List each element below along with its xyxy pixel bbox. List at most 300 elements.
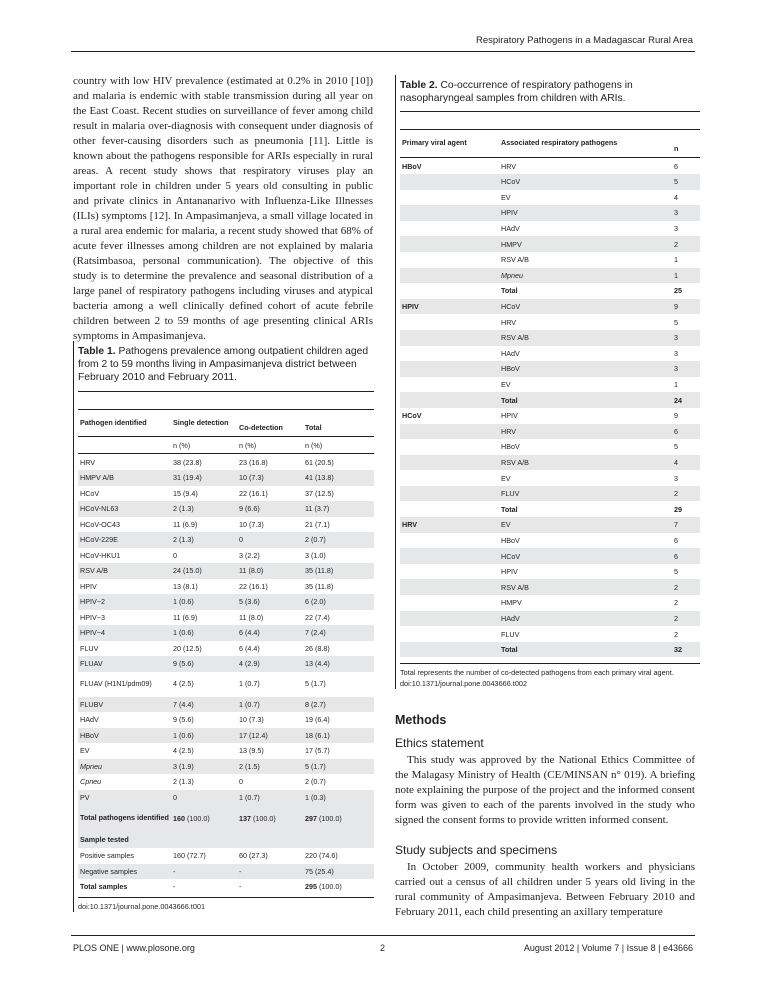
t1-total-single-pct: (100.0) — [187, 813, 210, 823]
t1-value-cell: 6 (4.4) — [237, 625, 303, 641]
t1-data-row — [78, 625, 374, 641]
t2-agent-cell — [400, 501, 499, 517]
t2-header-associated: Associated respiratory pathogens — [501, 138, 618, 148]
t1-value-cell: 0 — [171, 790, 237, 806]
t2-agent-cell — [400, 361, 499, 377]
t2-agent-cell — [400, 190, 499, 206]
table-2-doi: doi:10.1371/journal.pone.0043666.t002 — [400, 678, 527, 688]
t2-agent-cell — [400, 314, 499, 330]
t1-value-cell: 23 (16.8) — [239, 457, 268, 467]
t1-value-cell: 13 (8.1) — [173, 581, 198, 591]
t1-value-cell: 22 (7.4) — [305, 612, 330, 622]
t1-pathogen-cell: HCoV-NL63 — [78, 501, 171, 517]
t1-value-cell: 35 (11.8) — [303, 563, 374, 579]
t2-data-row — [400, 190, 700, 206]
t1-value-cell: 5 (1.7) — [303, 759, 374, 775]
t2-pathogen-cell: HBoV — [501, 442, 520, 452]
methods-heading: Methods — [395, 713, 447, 727]
t1-value-cell: 17 (12.4) — [237, 728, 303, 744]
t1-unit-2: n (%) — [239, 440, 257, 450]
t1-negative-co: - — [237, 864, 303, 880]
t2-data-row — [400, 548, 700, 564]
t2-data-row — [400, 564, 700, 580]
t2-data-row — [400, 470, 700, 486]
t2-agent-cell — [400, 595, 499, 611]
t2-agent-cell — [400, 439, 499, 455]
t1-total-single — [171, 805, 237, 831]
t2-data-row — [400, 221, 700, 237]
t1-value-cell: 11 (8.0) — [239, 612, 264, 622]
t2-pathogen-cell: RSV A/B — [499, 455, 672, 471]
t1-data-row — [78, 790, 374, 806]
t1-value-cell: 10 (7.3) — [239, 519, 264, 529]
t1-value-cell: 6 (4.4) — [239, 643, 260, 653]
t2-count-cell: 3 — [674, 348, 678, 358]
t1-total-samples-single: - — [173, 882, 176, 892]
table-1-doi: doi:10.1371/journal.pone.0043666.t001 — [78, 901, 205, 911]
footer-issue: August 2012 | Volume 7 | Issue 8 | e43666 — [523, 943, 693, 953]
t2-pathogen-cell: HRV — [499, 424, 672, 440]
t2-total-value: 29 — [674, 504, 682, 514]
t1-pathogen-cell: Cpneu — [80, 777, 102, 787]
t2-data-row — [400, 486, 700, 502]
subjects-heading: Study subjects and specimens — [395, 843, 558, 857]
t1-value-cell: 2 (1.3) — [171, 532, 237, 548]
t2-data-row — [400, 236, 700, 252]
t1-pathogen-cell: EV — [80, 746, 90, 756]
t1-pathogen-cell: HCoV — [80, 488, 100, 498]
t1-pathogen-cell: RSV A/B — [78, 563, 171, 579]
t1-value-cell: 19 (6.4) — [305, 715, 330, 725]
t1-value-cell: 20 (12.5) — [173, 643, 202, 653]
t2-total-row — [400, 501, 700, 517]
table-2-caption-text: Co-occurrence of respiratory pathogens in nasopharyngeal samples from children with ARIs. — [400, 80, 633, 105]
table-1-caption — [78, 345, 374, 385]
t1-sample-tested-label: Sample tested — [78, 831, 374, 848]
t2-count-cell: 3 — [672, 330, 700, 346]
t2-total-value: 32 — [672, 642, 700, 658]
t2-data-row — [400, 595, 700, 611]
t1-value-cell: 7 (2.4) — [303, 625, 374, 641]
t2-total-row — [400, 283, 700, 299]
t1-value-cell: 2 (1.3) — [171, 501, 237, 517]
t2-agent-cell — [400, 392, 499, 408]
footer-rule — [71, 935, 695, 936]
t2-header-n: n — [674, 143, 679, 153]
t1-total-single-n: 160 — [173, 813, 185, 823]
t1-data-row — [78, 455, 374, 471]
t2-count-cell: 4 — [674, 192, 678, 202]
t1-value-cell: 4 (2.9) — [237, 656, 303, 672]
t1-total-samples-co: - — [239, 882, 242, 892]
t2-data-row — [400, 299, 700, 315]
t2-pathogen-cell: RSV A/B — [499, 579, 672, 595]
t1-value-cell: 1 (0.7) — [237, 790, 303, 806]
t2-total-label: Total — [499, 392, 672, 408]
t2-pathogen-cell: HAdV — [501, 224, 520, 234]
t1-value-cell: 35 (11.8) — [305, 581, 334, 591]
t1-value-cell: 3 (1.0) — [305, 550, 326, 560]
t1-data-row — [78, 579, 374, 595]
t2-data-row — [400, 377, 700, 393]
t1-total-samples-pct: (100.0) — [319, 882, 342, 892]
t1-value-cell: 10 (7.3) — [239, 715, 264, 725]
t1-unit-3: n (%) — [305, 440, 323, 450]
t2-agent-cell — [400, 548, 499, 564]
t2-agent-cell — [400, 626, 499, 642]
t2-pathogen-cell: EV — [501, 473, 511, 483]
t2-data-row — [400, 330, 700, 346]
t2-data-row — [400, 424, 700, 440]
t2-count-cell: 6 — [672, 548, 700, 564]
t2-pathogen-cell: HRV — [501, 161, 517, 171]
t1-pathogen-cell: HPIV−2 — [78, 594, 171, 610]
t1-data-row — [78, 641, 374, 657]
t1-total-samples-n: 295 — [305, 882, 317, 892]
t2-count-cell: 1 — [674, 380, 678, 390]
t1-pathogen-cell: FLUAV (H1N1/pdm09) — [80, 679, 152, 689]
t1-pathogen-cell: HCoV-229E — [78, 532, 171, 548]
t2-agent-cell — [400, 564, 499, 580]
t2-agent-cell — [400, 533, 499, 549]
t1-value-cell: 37 (12.5) — [305, 488, 334, 498]
t1-data-row — [78, 743, 374, 759]
t2-agent-cell: HBoV — [402, 161, 422, 171]
t2-agent-cell — [400, 579, 499, 595]
t1-sample-row — [78, 864, 374, 880]
t1-pathogen-cell: FLUV — [80, 643, 99, 653]
t2-count-cell: 6 — [672, 424, 700, 440]
t2-pathogen-cell: EV — [499, 517, 672, 533]
t1-data-row — [78, 548, 374, 564]
t1-data-row — [78, 774, 374, 790]
t2-pathogen-cell: HMPV — [499, 236, 672, 252]
t2-data-row — [400, 533, 700, 549]
t1-data-row — [78, 656, 374, 672]
t1-value-cell: 1 (0.6) — [171, 625, 237, 641]
t1-value-cell: 10 (7.3) — [237, 470, 303, 486]
t2-total-label: Total — [501, 286, 518, 296]
t1-value-cell: 21 (7.1) — [305, 519, 330, 529]
t2-count-cell: 6 — [674, 161, 678, 171]
t2-data-row — [400, 252, 700, 268]
t2-count-cell: 3 — [672, 205, 700, 221]
t1-data-row — [78, 470, 374, 486]
t2-agent-cell — [400, 283, 499, 299]
t1-value-cell: 18 (6.1) — [303, 728, 374, 744]
t1-value-cell: 24 (15.0) — [171, 563, 237, 579]
t2-total-value: 25 — [674, 286, 682, 296]
t1-total-pathogens-row — [78, 805, 374, 831]
t2-count-cell: 5 — [674, 442, 678, 452]
t1-value-cell: 22 (16.1) — [239, 488, 268, 498]
t1-value-cell: 4 (2.5) — [173, 679, 194, 689]
t1-value-cell: 61 (20.5) — [305, 457, 334, 467]
t2-agent-cell: HCoV — [402, 411, 422, 421]
header-rule — [71, 51, 695, 52]
t1-value-cell: 13 (4.4) — [303, 656, 374, 672]
t2-count-cell: 5 — [672, 174, 700, 190]
t1-value-cell: 11 (3.7) — [303, 501, 374, 517]
t2-pathogen-cell: HBoV — [499, 361, 672, 377]
t1-positive-label: Positive samples — [80, 851, 134, 861]
t1-value-cell: 8 (2.7) — [303, 697, 374, 713]
t2-agent-cell — [400, 455, 499, 471]
t2-pathogen-cell: HPIV — [501, 411, 518, 421]
t2-pathogen-cell: EV — [501, 380, 511, 390]
t1-positive-co: 60 (27.3) — [239, 851, 268, 861]
table-2 — [395, 75, 700, 689]
t2-count-cell: 2 — [674, 598, 678, 608]
t1-value-cell: 5 (1.7) — [305, 679, 326, 689]
t1-value-cell: 11 (8.0) — [237, 563, 303, 579]
t1-pathogen-cell: FLUBV — [78, 697, 171, 713]
t2-pathogen-cell: EV — [501, 192, 511, 202]
t2-agent-cell — [400, 205, 499, 221]
t2-pathogen-cell: HBoV — [501, 535, 520, 545]
t1-header-single: Single detection — [173, 417, 229, 427]
t1-value-cell: 13 (9.5) — [239, 746, 264, 756]
t2-data-row — [400, 174, 700, 190]
t1-total-co-pct: (100.0) — [253, 813, 276, 823]
t2-count-cell: 3 — [672, 361, 700, 377]
t1-negative-single: - — [171, 864, 237, 880]
t1-value-cell: 17 (5.7) — [305, 746, 330, 756]
t1-data-row — [78, 501, 374, 517]
t1-unit-1: n (%) — [173, 440, 191, 450]
t2-header-agent: Primary viral agent — [402, 138, 467, 148]
t1-pathogen-cell: HAdV — [80, 715, 99, 725]
t1-total-co — [237, 805, 303, 831]
t2-total-row — [400, 392, 700, 408]
t2-total-value: 24 — [672, 392, 700, 408]
t2-data-row — [400, 517, 700, 533]
t1-data-row — [78, 697, 374, 713]
t2-pathogen-cell: RSV A/B — [501, 255, 529, 265]
t1-value-cell: 4 (2.5) — [173, 746, 194, 756]
t1-header-total: Total — [305, 423, 322, 433]
t1-pathogen-cell: HPIV−3 — [80, 612, 105, 622]
t1-negative-total: 75 (25.4) — [303, 864, 374, 880]
t2-total-label: Total — [499, 642, 672, 658]
t1-data-row — [78, 672, 374, 697]
t1-total-total-pct: (100.0) — [319, 813, 342, 823]
t1-total-co-n: 137 — [239, 813, 251, 823]
t1-unit-0 — [78, 438, 171, 453]
t1-value-cell: 6 (2.0) — [303, 594, 374, 610]
t1-positive-total: 220 (74.6) — [305, 851, 338, 861]
ethics-paragraph: This study was approved by the National Ethics Committee of the Malagasy Ministry of Health (CE/MINSAN n° 019). A briefing note explaining the purpose of the project and the informed consent form was given to each of the parents involved in the study who signed the consent forms to provide written informed consent. — [395, 754, 695, 826]
t2-data-row — [400, 579, 700, 595]
t1-positive-single: 160 (72.7) — [173, 851, 206, 861]
t1-value-cell: 1 (0.6) — [171, 728, 237, 744]
t1-value-cell: 41 (13.8) — [303, 470, 374, 486]
t1-value-cell: 2 (1.3) — [173, 777, 194, 787]
t2-agent-cell — [400, 611, 499, 627]
t2-pathogen-cell: RSV A/B — [499, 330, 672, 346]
t2-count-cell: 5 — [674, 567, 678, 577]
t2-agent-cell: HPIV — [400, 299, 499, 315]
t2-pathogen-cell: HCoV — [499, 299, 672, 315]
t1-sample-tested-row — [78, 831, 374, 848]
t1-header-co: Co-detection — [239, 423, 283, 433]
t1-pathogen-cell: HPIV — [80, 581, 97, 591]
t2-agent-cell — [400, 236, 499, 252]
t2-count-cell: 6 — [674, 535, 678, 545]
t1-value-cell: 2 (0.7) — [305, 777, 326, 787]
footer-page-number: 2 — [380, 943, 386, 953]
t2-pathogen-cell: FLUV — [499, 486, 672, 502]
intro-paragraph: country with low HIV prevalence (estimated at 0.2% in 2010 [10]) and malaria is endemic with stable transmission during all year on the East Coast. Recent studies on surveillance of fever among child result in malaria over-diagnosis with consequent under diagnosis of other fever-causing disorders such as pneumonia [11]. Little is known about the pathogens responsible for ARIs especially in rural areas. A recent study shows that respiratory viruses play an important role in children under 5 years old consulting in public and private clinics in Antananarivo with Influenza-Like Illnesses (ILIs) symptoms [12]. In Ampasimanjeva, a small village located in a rural area endemic for malaria, a recent study showed that 68% of acute fever illnesses among children are not explained by malaria (Ratsimbasoa, personal communication). The objective of this study is to determine the prevalence and seasonal distribution of a large panel of respiratory pathogens including viruses and atypical bacteria among a well clinically defined cohort of acute febrile children between 2 to 59 months of age presenting clinical ARIs symptoms in Ampasimanjeva. — [73, 75, 373, 342]
t2-count-cell: 4 — [672, 455, 700, 471]
t1-value-cell: 1 (0.6) — [171, 594, 237, 610]
t1-data-row — [78, 563, 374, 579]
t2-data-row — [400, 205, 700, 221]
t2-agent-cell — [400, 221, 499, 237]
t2-agent-cell — [400, 424, 499, 440]
t1-value-cell: 1 (0.7) — [237, 697, 303, 713]
t2-agent-cell — [400, 330, 499, 346]
t2-pathogen-cell: HPIV — [499, 205, 672, 221]
t2-pathogen-cell: Mpneu — [499, 268, 672, 284]
t1-pathogen-cell: HPIV−4 — [78, 625, 171, 641]
t2-data-row — [400, 611, 700, 627]
t1-pathogen-cell: HBoV — [78, 728, 171, 744]
t2-count-cell: 1 — [674, 255, 678, 265]
t1-pathogen-cell: HRV — [80, 457, 96, 467]
t1-value-cell: 1 (0.3) — [303, 790, 374, 806]
t2-count-cell: 2 — [672, 236, 700, 252]
t1-value-cell: 26 (8.8) — [305, 643, 330, 653]
t2-agent-cell — [400, 642, 499, 658]
t2-data-row — [400, 314, 700, 330]
t2-agent-cell — [400, 377, 499, 393]
t1-pathogen-cell: PV — [78, 790, 171, 806]
t1-value-cell: 9 (5.6) — [171, 656, 237, 672]
t2-count-cell: 2 — [672, 579, 700, 595]
t2-data-row — [400, 158, 700, 174]
table-1-label: Table 1. — [78, 346, 116, 357]
t1-value-cell: 31 (19.4) — [171, 470, 237, 486]
t1-value-cell: 22 (16.1) — [239, 581, 268, 591]
t2-data-row — [400, 455, 700, 471]
footer-journal: PLOS ONE | www.plosone.org — [73, 943, 195, 953]
t1-value-cell: 3 (1.9) — [171, 759, 237, 775]
t2-count-cell: 3 — [674, 224, 678, 234]
t1-value-cell: 2 (1.5) — [237, 759, 303, 775]
t1-total-samples-label: Total samples — [80, 882, 128, 892]
table-2-label: Table 2. — [400, 80, 438, 91]
t2-count-cell: 9 — [672, 299, 700, 315]
table-2-footnote: Total represents the number of co-detected pathogens from each primary viral agent. — [400, 668, 674, 678]
t1-value-cell: 0 — [237, 532, 303, 548]
t2-agent-cell — [400, 268, 499, 284]
t1-value-cell: 11 (6.9) — [173, 519, 198, 529]
t1-data-row — [78, 594, 374, 610]
t1-pathogen-cell: HMPV A/B — [78, 470, 171, 486]
t1-data-row — [78, 486, 374, 502]
table-2-caption — [400, 79, 700, 105]
t2-total-row — [400, 642, 700, 658]
table-1-body — [78, 410, 374, 895]
t1-data-row — [78, 532, 374, 548]
t2-count-cell: 2 — [672, 486, 700, 502]
t1-pathogen-cell: FLUAV — [78, 656, 171, 672]
t1-total-samples-row — [78, 879, 374, 895]
table-1-caption-text: Pathogens prevalence among outpatient children aged from 2 to 59 months living in Ampasimanjeva district between February 2010 and February 2011. — [78, 346, 369, 384]
t2-pathogen-cell: FLUV — [501, 629, 520, 639]
t1-value-cell: 2 (0.7) — [303, 532, 374, 548]
t2-pathogen-cell: HAdV — [501, 348, 520, 358]
t1-pathogen-cell: HCoV-HKU1 — [80, 550, 121, 560]
table-1 — [73, 341, 374, 912]
t2-agent-cell — [400, 174, 499, 190]
t1-data-row — [78, 759, 374, 775]
t2-agent-cell: HRV — [400, 517, 499, 533]
t1-data-row — [78, 712, 374, 728]
t1-value-cell: 38 (23.8) — [173, 457, 202, 467]
t1-value-cell: 15 (9.4) — [173, 488, 198, 498]
t2-pathogen-cell: HPIV — [501, 567, 518, 577]
t1-total-total — [303, 805, 374, 831]
t1-negative-label: Negative samples — [78, 864, 171, 880]
t1-value-cell: 9 (6.6) — [237, 501, 303, 517]
t1-value-cell: 9 (5.6) — [173, 715, 194, 725]
t2-data-row — [400, 268, 700, 284]
t2-agent-cell — [400, 470, 499, 486]
t2-data-row — [400, 439, 700, 455]
t2-count-cell: 3 — [674, 473, 678, 483]
t1-data-row — [78, 728, 374, 744]
t2-count-cell: 2 — [672, 611, 700, 627]
t2-total-label: Total — [501, 504, 518, 514]
t2-count-cell: 9 — [674, 411, 678, 421]
t1-header-pathogen: Pathogen identified — [80, 417, 147, 427]
t2-agent-cell — [400, 486, 499, 502]
t1-sample-row — [78, 848, 374, 864]
t2-count-cell: 7 — [672, 517, 700, 533]
t2-pathogen-cell: HAdV — [499, 611, 672, 627]
ethics-heading: Ethics statement — [395, 736, 484, 750]
table-2-body — [400, 130, 700, 657]
t1-value-cell: 3 (2.2) — [239, 550, 260, 560]
t1-value-cell: 0 — [173, 550, 177, 560]
t1-value-cell: 0 — [239, 777, 243, 787]
t1-pathogen-cell: HCoV-OC43 — [80, 519, 120, 529]
t2-pathogen-cell: HMPV — [501, 598, 522, 608]
t1-value-cell: 11 (6.9) — [173, 612, 198, 622]
t2-pathogen-cell: HCoV — [499, 174, 672, 190]
t2-count-cell: 1 — [672, 268, 700, 284]
t2-agent-cell — [400, 252, 499, 268]
t1-data-row — [78, 517, 374, 533]
t2-agent-cell — [400, 346, 499, 362]
subjects-paragraph: In October 2009, community health workers and physicians carried out a census of all children under 5 years old living in the rural community of Ampasimanjeva. Between February 2010 and February 2011, each child presenting an axillary temperature — [395, 861, 695, 918]
t1-total-total-n: 297 — [305, 813, 317, 823]
t2-count-cell: 5 — [674, 317, 678, 327]
t1-total-samples-total — [303, 879, 374, 895]
t2-pathogen-cell: HCoV — [499, 548, 672, 564]
t2-data-row — [400, 361, 700, 377]
t1-value-cell: 7 (4.4) — [171, 697, 237, 713]
t1-data-row — [78, 610, 374, 626]
t2-data-row — [400, 346, 700, 362]
t2-data-row — [400, 408, 700, 424]
t1-pathogen-cell: Mpneu — [78, 759, 171, 775]
t2-pathogen-cell: HRV — [501, 317, 517, 327]
t1-value-cell: 5 (3.6) — [237, 594, 303, 610]
t2-count-cell: 2 — [674, 629, 678, 639]
